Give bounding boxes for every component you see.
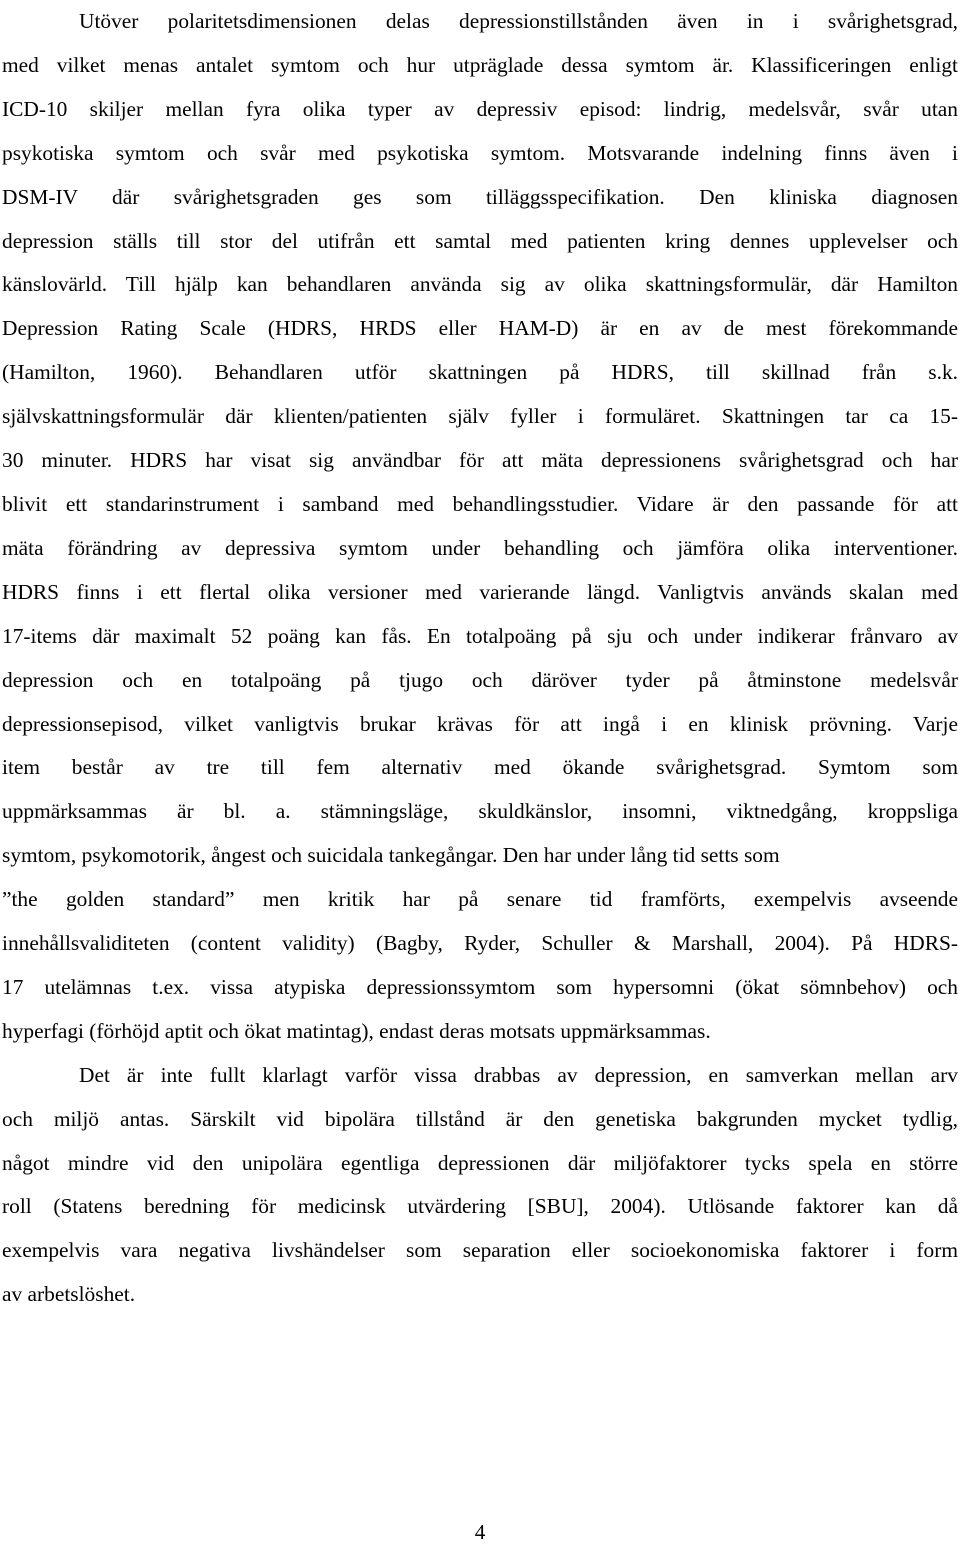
text-line: depression och en totalpoäng på tjugo och däröver tyder på åtminstone medelsvår (2, 667, 958, 692)
text-line: Det är inte fullt klarlagt varför vissa drabbas av depression, en samverkan mellan arv (79, 1062, 958, 1087)
paragraph (2, 0, 958, 1054)
page-number: 4 (474, 1520, 486, 1544)
text-line: Utöver polaritetsdimensionen delas depressionstillstånden även in i svårighetsgrad, (79, 9, 958, 33)
text-line: uppmärksammas är bl. a. stämningsläge, skuldkänslor, insomni, viktnedgång, kroppsliga (2, 799, 958, 824)
text-line: Depression Rating Scale (HDRS, HRDS eller HAM-D) är en av de mest förekommande (2, 316, 958, 341)
text-line: 30 minuter. HDRS har visat sig användbar för att mäta depressionens svårighetsgrad och har (2, 448, 958, 473)
paragraph (2, 1054, 958, 1317)
text-line: 17 utelämnas t.ex. vissa atypiska depressionssymtom som hypersomni (ökat sömnbehov) och (2, 974, 958, 999)
body-text (2, 0, 958, 1317)
text-line: hyperfagi (förhöjd aptit och ökat matintag), endast deras motsats uppmärksammas. (2, 1018, 711, 1043)
text-line: känslovärld. Till hjälp kan behandlaren använda sig av olika skattningsformulär, där Hamilton (2, 272, 958, 297)
text-line: självskattningsformulär där klienten/patienten själv fyller i formuläret. Skattningen tar ca 15- (2, 404, 958, 429)
text-line: något mindre vid den unipolära egentliga depressionen där miljöfaktorer tycks spela en större (2, 1150, 958, 1175)
text-line: DSM-IV där svårighetsgraden ges som tilläggsspecifikation. Den kliniska diagnosen (2, 184, 958, 209)
text-line: psykotiska symtom och svår med psykotiska symtom. Motsvarande indelning finns även i (2, 140, 958, 165)
text-line: roll (Statens beredning för medicinsk utvärdering [SBU], 2004). Utlösande faktorer kan då (2, 1194, 958, 1219)
text-line: exempelvis vara negativa livshändelser som separation eller socioekonomiska faktorer i form (2, 1238, 958, 1263)
text-line: item består av tre till fem alternativ med ökande svårighetsgrad. Symtom som (2, 755, 958, 780)
text-line: och miljö antas. Särskilt vid bipolära tillstånd är den genetiska bakgrunden mycket tydlig, (2, 1106, 958, 1131)
text-line: (Hamilton, 1960). Behandlaren utför skattningen på HDRS, till skillnad från s.k. (2, 360, 958, 385)
text-line: depression ställs till stor del utifrån ett samtal med patienten kring dennes upplevelser och (2, 228, 958, 253)
text-line: depressionsepisod, vilket vanligtvis brukar krävas för att ingå i en klinisk prövning. Varje (2, 711, 958, 736)
text-line: ICD-10 skiljer mellan fyra olika typer av depressiv episod: lindrig, medelsvår, svår utan (2, 96, 958, 121)
text-line: blivit ett standarinstrument i samband med behandlingsstudier. Vidare är den passande för att (2, 491, 958, 516)
text-line: innehållsvaliditeten (content validity) (Bagby, Ryder, Schuller & Marshall, 2004). På HDRS- (2, 931, 958, 956)
text-line: av arbetslöshet. (2, 1282, 136, 1307)
text-line: med vilket menas antalet symtom och hur utpräglade dessa symtom är. Klassificeringen enligt (2, 52, 958, 77)
text-line: HDRS finns i ett flertal olika versioner med varierande längd. Vanligtvis används skalan med (2, 579, 958, 604)
text-line: mäta förändring av depressiva symtom under behandling och jämföra olika interventioner. (2, 535, 958, 560)
text-line: ”the golden standard” men kritik har på senare tid framförts, exempelvis avseende (2, 887, 958, 912)
text-line: 17-items där maximalt 52 poäng kan fås. En totalpoäng på sju och under indikerar frånvaro av (2, 623, 958, 648)
text-line: symtom, psykomotorik, ångest och suicidala tankegångar. Den har under lång tid setts som (2, 843, 780, 868)
